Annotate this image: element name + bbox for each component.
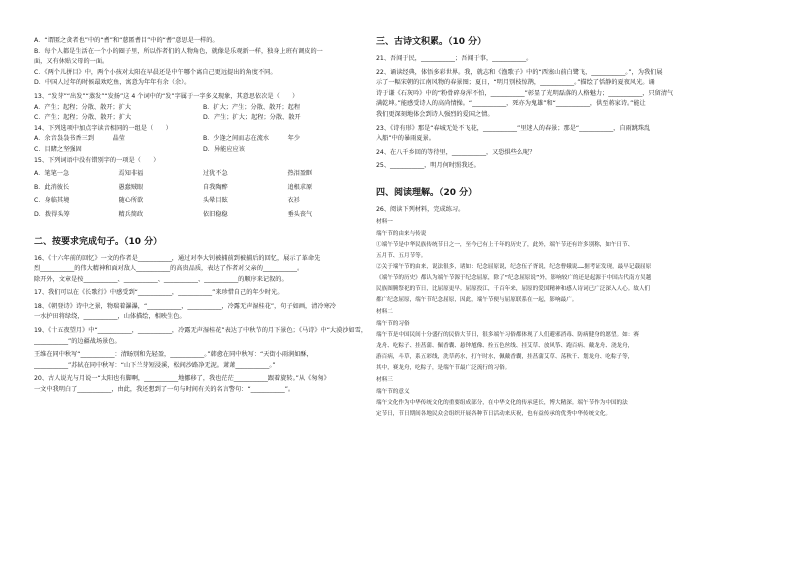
material-2-label: 材料二 [376,308,393,315]
material-line: 端午文化作为中华传统文化的重要组成部分，在中华文化的传承延长，博大精深。端午节作为中国的法 [376,399,628,406]
question-13-option-b: B．扩大；产生；分散、散开；起程 [203,103,301,111]
question-21-line: 21、吾闻于民，___________；吾闻于事，___________。 [376,55,533,62]
question-15-cell: B．此消彼长 [34,183,70,191]
question-19-line: 王维在同中秋写“___________：清旸别和先轻盈，___________。”韩愈在同中秋写：“天街小雨润如酥， [34,351,313,359]
question-17-line: 17、我们可以在《长歌行》中感受到“___________，___________”来珍惜自己的年少时光。 [34,289,284,297]
question-13-option-a: A．产生；起程；分散、散开；扩大 [34,103,132,111]
question-15-cell: 热泪盈眶 [287,170,313,178]
question-24-line: 24、在八千乡回的等待里，___________，又恐惧些么呢？ [376,148,536,156]
question-26-line: 26、阅读下列材料，完成练习。 [376,205,465,213]
material-3-label: 材料三 [376,376,393,383]
question-15-cell: 愚蠢贼眼 [118,183,144,191]
question-15-cell: C．身临其境 [34,197,70,205]
question-15-cell: D．拨得头筹 [34,210,70,218]
question-15-cell: 垂头丧气 [287,210,313,218]
question-14-options-row2 [34,145,372,156]
question-18-line: 一水护田将绿绕，___________，山体描绘，相映生色。 [34,313,186,321]
question-15-cell: 随心所欲 [118,197,144,205]
section-3-title: 三、古诗文积累。（10 分） [376,37,487,47]
question-25-line: 25、___________，明月何时照我还。 [376,162,480,170]
question-18-line: 18、《朝登诗》诗中之景，物瑞着瀑瀑，“___________，___________，冷露无声湿桂花”，句子如画，清冷寒冷 [34,302,336,310]
section-4-title: 四、阅读理解。（20 分） [376,187,478,198]
question-14-stem: 14、下列选项中加点字读音相同的一组是（ ） [34,124,172,132]
question-13-options-row2 [34,113,372,124]
section-2-title: 二、按要求完成句子。（10 分） [34,236,163,247]
material-3-title: 端午节的意义 [376,388,410,395]
material-line: 《端午节的历史》都认为端午节源于纪念屈原，除了“纪念屈原说”外，影响较广的还是起源于中国古代南方吴越 [376,274,652,281]
material-line: 游百病，斗草，系五彩线，洗草药水，打午时水，佩戴香囊，挂菖蒲艾草、荡秋千、划龙舟、吃粽子等， [376,353,634,360]
question-16-line: 16、《十六年前的回忆》一文的作者是___________，通过对李大钊被捕前到被捕后的回忆，展示了革命先 [34,254,321,262]
option-c-line: C．《两个儿拼目》中，两个小孩对太阳在早晨还是中午哪个离自己更远提出的角度不同。 [34,68,277,76]
option-a-line: A．“谓匿之贪者也”中的“耆”和“慈匿耆目”中的“耆”意思是一样的。 [34,37,219,44]
question-15-row-b [34,183,372,194]
question-22-line: 我们更深刻地体会到诗人强烈的爱国之情。 [376,110,494,118]
option-b-line-cont: 面，又有休贴父母的一面。 [34,58,109,66]
question-22-line: 示了一幅宋朝的江南风物的春景图；夏日，“明月别枝惊鹊，___________。”描绘了恬静的夏夜风光。诵 [376,79,655,87]
question-14-option-c: C．目睹之坚强固 [34,145,82,153]
material-3-body [376,398,756,420]
material-line: 其中，赛龙舟，吃粽子，是端午节最广泛流行的习俗。 [376,364,511,371]
question-13-options-row1 [34,103,372,114]
question-23-line: 入船”中的暴雨夏景。 [376,135,435,143]
question-23-line: 23、《诗有形》那是“春城无处不飞花，___________”里迷人的春景；那是“___________，自雨跳珠乱 [376,124,651,132]
question-13-stem: 13、“发芽”“出发”“蒸发”“发扬”这 4 个词中的“发”字属于一字多义现象，其意思依次是（ ） [34,92,299,100]
question-15-row-a [34,169,372,180]
question-14-options-row1 [34,134,372,145]
question-20-line: 一文中我明白了___________，由此，我还想到了一句与时间有关的名言警句：“___________”。 [34,386,295,394]
question-15-row-c [34,196,372,207]
question-13-option-c: C．产生；起程；分散、散开；扩大 [34,114,132,122]
question-15-cell: 焉知非福 [118,170,144,178]
right-column [376,36,756,420]
material-line: ②关于端午节的由来，说法很多，诸如：纪念屈原说，纪念伍子胥说，纪念曹娥说……据考证发现，最早记载屈原 [376,263,652,270]
question-15-cell: 头晕目眩 [203,197,228,205]
question-15-cell: A．笔笔一急 [34,170,70,178]
question-15-row-d [34,210,372,221]
option-b-line: B．每个人都是生活在一个小的圈子里，所以作者们的人物角色，就像是乐观新一样，独身上班有调皮的一 [34,47,323,55]
question-22-line: 22、诵读经典，体悟多彩世界。我，就志和《渔歌子》中的“西塞山前白鹭飞，___________。”，为我们展 [376,68,663,76]
question-13-option-d: D．产生；扩大；起程；分散、散开 [203,114,301,122]
question-19-line: 19、《十五夜望月》中“___________，___________，冷露无声湿桂花”表达了中秋节的月下景色；《马诗》中“大漠沙如雪， [34,327,368,335]
material-1-body [376,240,756,306]
question-15-cell: 依旧稳稳 [203,210,228,218]
question-22-line: 诗于谦《石灰吟》中的“粉骨碎身浑不怕，___________”彰显了光明磊落的人格魅力；___________，只留清气 [376,89,674,97]
question-15-cell: 追根求原 [287,183,313,191]
material-line: ①端午节是中华民族传统节日之一，至今已有上千年的历史了，此外，端午节还有许多别称，如午日节、 [376,241,634,248]
question-19-line: ___________”苏轼在同中秋写：“山下兰芽短浸溪，松间沙路净无泥。萧萧___________。” [34,361,276,369]
left-column [34,36,372,396]
material-line: 五月节、五月节等。 [376,252,427,259]
question-15-cell: 衣衫 [287,197,300,205]
option-d-line: D．中国人过年的时候最欢吃鱼，寓意为年年有余（余）。 [34,79,191,87]
question-16-line: 除开外，文章是按___________、___________、___________、___________的顺序来记叙的。 [34,275,288,283]
question-15-cell: 自我陶醉 [203,183,228,191]
question-16-line: 烈___________的伟大精神和面对敌人___________的高贵品质，表达了作者对父亲的___________。 [34,265,304,273]
material-line: 端午节是中国民间十分盛行的民俗大节日，很多端午习俗都体现了人们避邪消毒、防病健身的愿望。如：赛 [376,331,639,338]
material-1-title: 端午节的由来与传说 [376,230,427,237]
material-line: 都广纪念屈原，端午节纪念屈原，因此，端午节便与屈原联系在一起，影响最广。 [376,296,578,303]
question-22-line: 满乾坤。”能感受诗人的高尚情操。“___________，死亦为鬼雄”和“___________，供至蒋家诗。”能让 [376,100,646,108]
question-15-cell: 精兵简政 [118,210,144,218]
question-15-stem: 15、下列词语中没有错别字的一项是（ ） [34,156,160,164]
question-15-cell: 过犹不急 [203,170,228,178]
material-line: 龙舟、吃粽子、挂菖蒲、佩香囊、悬钟馗像、拴五色丝线、挂艾草、放风筝、跑百病、戴龙舟、浇龙舟， [376,342,634,349]
question-14-option-b: B．少逢之间而志在流水 年少 [203,135,301,143]
material-line: 民族图腾祭祀的节日，比屈原更早。屈原投江，千百年来，屈原的爱国精神和感人诗词已广泛深入人心。故人们 [376,285,651,292]
question-14-option-d: D．异能应应该 [203,145,245,153]
question-20-line: 20、古人说光与月说一“太阳也有脚啊，___________地挪移了，我也茫茫___________跟着旋转。”从《匆匆》 [34,375,330,383]
question-14-option-a: A．余音袅袅书香三到 晶莹 [34,135,125,143]
material-line: 定节日，节日期间各地民众会组织开展各种节日活动来庆祝，也有益传承的优秀中华传统文化。 [376,410,611,417]
material-2-body [376,330,756,374]
question-19-line: ___________”的边疆战场景色。 [34,337,121,345]
material-2-title: 端午节的习俗 [376,320,410,327]
material-1-label: 材料一 [376,218,393,225]
